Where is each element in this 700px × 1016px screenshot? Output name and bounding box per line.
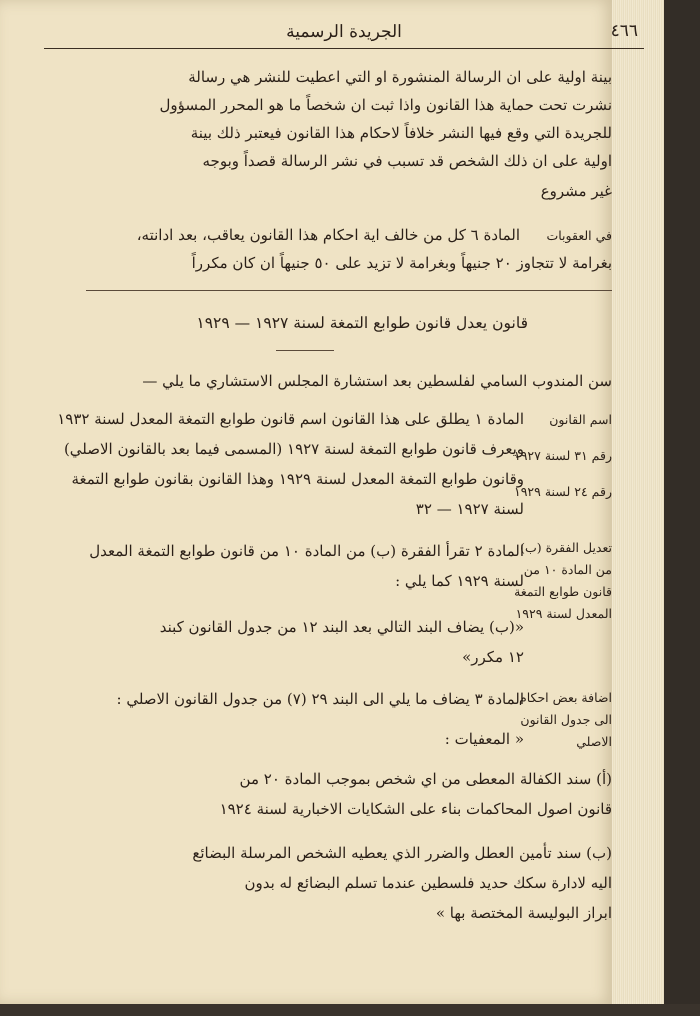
page-title: الجريدة الرسمية bbox=[286, 22, 402, 42]
book-binding bbox=[664, 0, 700, 1016]
title-underline bbox=[276, 350, 334, 351]
page-edges bbox=[612, 0, 664, 1004]
margin-note-ref: رقم ٢٤ لسنة ١٩٢٩ bbox=[514, 484, 612, 499]
intro-line: بينة اولية على ان الرسالة المنشورة او التي اعطيت للنشر هي رسالة bbox=[188, 68, 612, 86]
article-3-line: « المعفيات : bbox=[444, 730, 524, 748]
exemption-item-a: (أ) سند الكفالة المعطى من اي شخص بموجب المادة ٢٠ من bbox=[239, 770, 612, 788]
exemption-item-b: اليه لادارة سكك حديد فلسطين عندما تسلم البضائع له بدون bbox=[244, 874, 612, 892]
article-3-line: المادة ٣ يضاف ما يلي الى البند ٢٩ (٧) من جدول القانون الاصلي : bbox=[116, 690, 524, 708]
margin-note-amendment: من المادة ١٠ من bbox=[523, 562, 612, 577]
article-6-line: بغرامة لا تتجاوز ٢٠ جنيهاً وبغرامة لا تزيد على ٥٠ جنيهاً ان كان مكرراً bbox=[191, 254, 612, 272]
margin-note-additions: اضافة بعض احكام bbox=[519, 690, 612, 705]
intro-line: للجريدة التي وقع فيها النشر خلافاً لاحكام هذا القانون فيعتبر ذلك بينة bbox=[190, 124, 612, 142]
margin-note-law-name: اسم القانون bbox=[549, 412, 612, 427]
exemption-item-b: ابراز البوليسة المختصة بها » bbox=[435, 904, 612, 922]
margin-note-ref: رقم ٣١ لسنة ١٩٢٧ bbox=[514, 448, 612, 463]
law-title: قانون يعدل قانون طوابع التمغة لسنة ١٩٢٧ — ١٩٢٩ bbox=[196, 314, 528, 332]
margin-note-amendment: المعدل لسنة ١٩٢٩ bbox=[515, 606, 612, 621]
margin-note-additions: الاصلي bbox=[576, 734, 612, 749]
page-number: ٤٦٦ bbox=[610, 21, 638, 41]
intro-line: اولية على ان ذلك الشخص قد تسبب في نشر الرسالة قصداً وبوجه bbox=[202, 152, 612, 170]
margin-note-additions: الى جدول القانون bbox=[520, 712, 612, 727]
page-header bbox=[44, 18, 644, 49]
intro-line: غير مشروع bbox=[540, 182, 612, 200]
article-1-line: المادة ١ يطلق على هذا القانون اسم قانون طوابع التمغة المعدل لسنة ١٩٣٢ bbox=[57, 410, 524, 428]
article-1-line: ويعرف قانون طوابع التمغة لسنة ١٩٢٧ (المسمى فيما بعد بالقانون الاصلي) bbox=[63, 440, 524, 458]
article-2-line: لسنة ١٩٢٩ كما يلي : bbox=[395, 572, 524, 590]
article-2-line: المادة ٢ تقرأ الفقرة (ب) من المادة ١٠ من قانون طوابع التمغة المعدل bbox=[89, 542, 524, 560]
section-divider bbox=[86, 290, 612, 291]
intro-line: نشرت تحت حماية هذا القانون واذا ثبت ان شخصاً ما هو المحرر المسؤول bbox=[159, 96, 612, 114]
exemption-item-b: (ب) سند تأمين العطل والضرر الذي يعطيه الشخص المرسلة البضائع bbox=[192, 844, 612, 862]
article-2-quote: «(ب) يضاف البند التالي بعد البند ١٢ من جدول القانون كبند bbox=[159, 618, 524, 636]
margin-note-penalties: في العقوبات bbox=[546, 228, 612, 243]
article-6-line: المادة ٦ كل من خالف اية احكام هذا القانون يعاقب، بعد ادانته، bbox=[136, 226, 520, 244]
margin-note-amendment: تعديل الفقرة (ب) bbox=[520, 540, 612, 555]
article-1-line: لسنة ١٩٢٧ — ٣٢ bbox=[415, 500, 524, 518]
article-2-quote: ١٢ مكرر» bbox=[462, 648, 524, 666]
book-bottom-edge bbox=[0, 1004, 700, 1016]
article-1-line: وقانون طوابع التمغة المعدل لسنة ١٩٢٩ وهذا القانون بقانون طوابع التمغة bbox=[71, 470, 524, 488]
margin-note-amendment: قانون طوابع التمغة bbox=[514, 584, 612, 599]
preamble: سن المندوب السامي لفلسطين بعد استشارة المجلس الاستشاري ما يلي — bbox=[142, 372, 612, 390]
exemption-item-a: قانون اصول المحاكمات بناء على الشكايات الاخبارية لسنة ١٩٢٤ bbox=[219, 800, 612, 818]
